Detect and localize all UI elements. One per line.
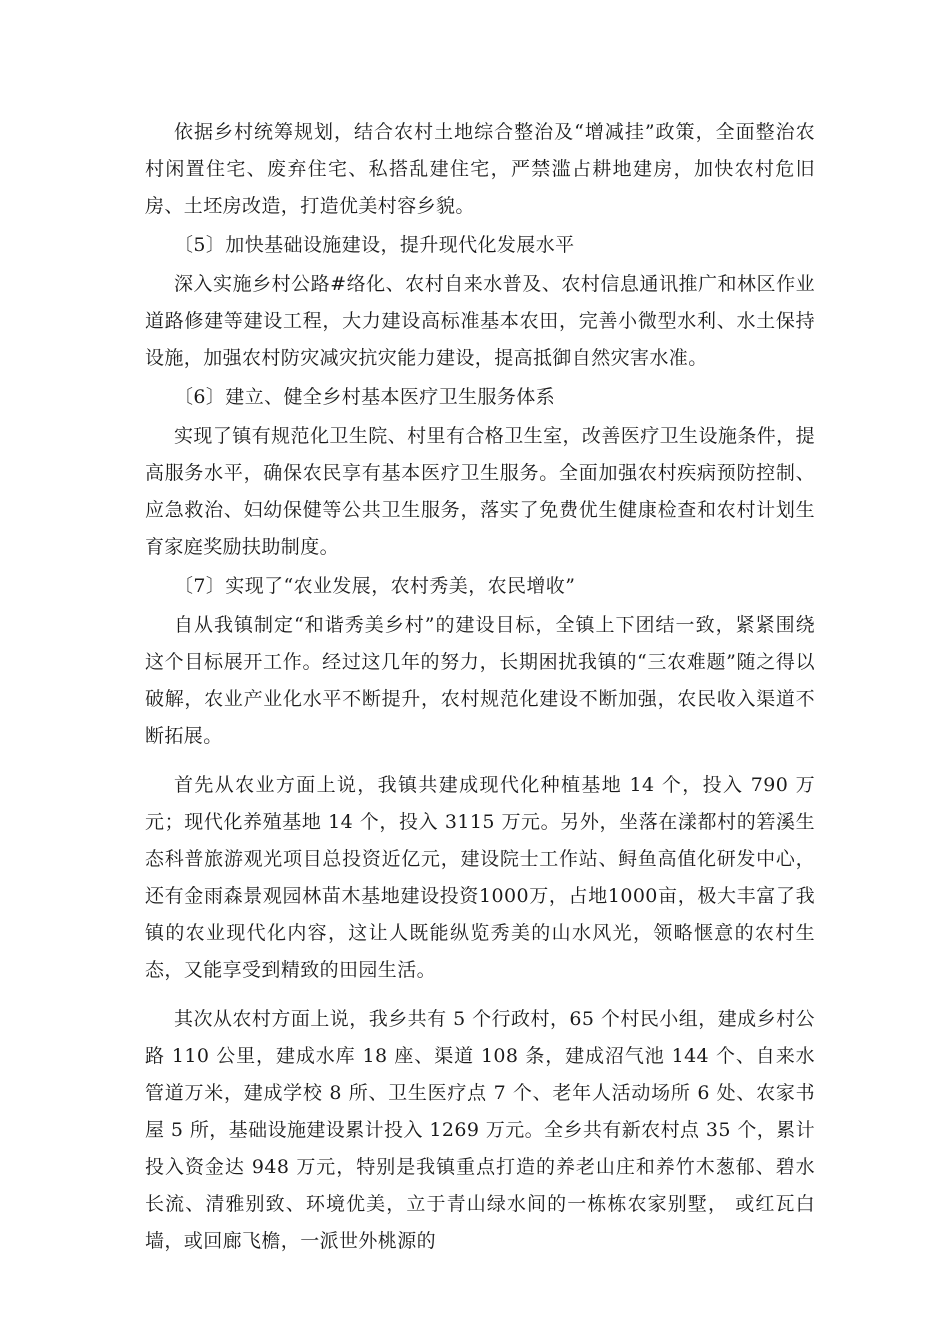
paragraph-gap: [145, 991, 815, 1001]
heading-agriculture-goals: 〔7〕实现了“农业发展，农村秀美，农民增收”: [174, 575, 576, 597]
heading-medical-system: 〔6〕建立、健全乡村基本医疗卫生服务体系: [174, 386, 556, 408]
paragraph-infrastructure: 深入实施乡村公路#络化、农村自来水普及、农村信息通讯推广和林区作业道路修建等建设工程，大力建设高标准基本农田，完善小微型水利、水土保持设施，加强农村防灾减灾抗灾能力建设，提高抵御自然灾害水准。: [145, 273, 815, 369]
paragraph-goals-intro: 自从我镇制定“和谐秀美乡村”的建设目标，全镇上下团结一致，紧紧围绕这个目标展开工作。经过这几年的努力，长期困扰我镇的“三农难题”随之得以破解，农业产业化水平不断提升，农村规范化建设不断加强，农民收入渠道不断拓展。: [145, 614, 815, 747]
paragraph-agriculture-details: 首先从农业方面上说，我镇共建成现代化种植基地 14 个，投入 790 万元；现代化养殖基地 14 个，投入 3115 万元。另外，坐落在漾都村的箬溪生态科普旅游观光项目总投资近亿元，建设院士工作站、鲟鱼高值化研发中心，还有金雨森景观园林苗木基地建设投资1000万，占地1000亩，极大丰富了我镇的农业现代化内容，这让人既能纵览秀美的山水风光，领略惬意的农村生态，又能享受到精致的田园生活。: [145, 774, 815, 981]
paragraph-village-renovation: 依据乡村统筹规划，结合农村土地综合整治及“增减挂”政策，全面整治农村闲置住宅、废弃住宅、私搭乱建住宅，严禁滥占耕地建房，加快农村危旧房、土坯房改造，打造优美村容乡貌。: [145, 121, 815, 217]
paragraph-rural-details: 其次从农村方面上说，我乡共有 5 个行政村，65 个村民小组，建成乡村公路 110 公里，建成水库 18 座、渠道 108 条，建成沼气池 144 个、自来水管道万米，建成学校 8 所、卫生医疗点 7 个、老年人活动场所 6 处、农家书屋 5 所，基础设施建设累计投入 1269 万元。全乡共有新农村点 35 个，累计投入资金达 948 万元，特别是我镇重点打造的养老山庄和养竹木葱郁、碧水长流、清雅别致、环境优美，立于青山绿水间的一栋栋农家别墅， 或红瓦白墙，或回廊飞檐，一派世外桃源的: [145, 1008, 815, 1252]
document-page: [145, 114, 815, 1262]
paragraph-medical-system: 实现了镇有规范化卫生院、村里有合格卫生室，改善医疗卫生设施条件，提高服务水平，确保农民享有基本医疗卫生服务。全面加强农村疾病预防控制、应急救治、妇幼保健等公共卫生服务，落实了免费优生健康检查和农村计划生育家庭奖励扶助制度。: [145, 425, 815, 558]
heading-infrastructure: 〔5〕加快基础设施建设，提升现代化发展水平: [174, 234, 575, 256]
paragraph-gap: [145, 757, 815, 767]
